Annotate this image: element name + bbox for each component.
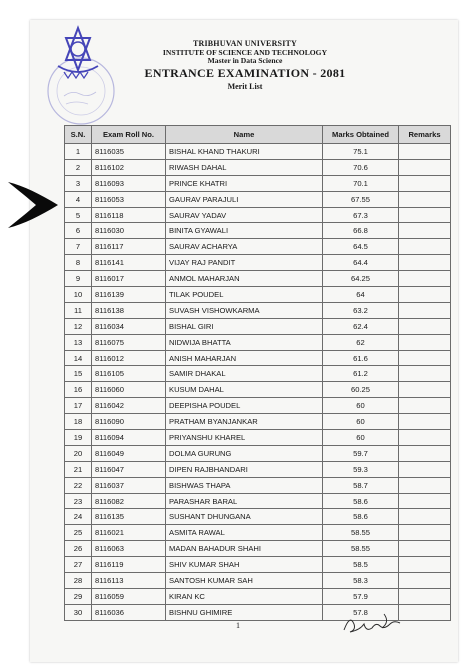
cell-marks: 59.3 — [323, 461, 399, 477]
cell-sn: 7 — [65, 239, 92, 255]
table-row — [65, 144, 451, 160]
cell-remarks — [399, 350, 451, 366]
cell-roll-number: 8116034 — [92, 318, 166, 334]
table-row — [65, 525, 451, 541]
cell-marks: 70.6 — [323, 159, 399, 175]
cell-marks: 60 — [323, 430, 399, 446]
cell-roll-number: 8116053 — [92, 191, 166, 207]
table-row — [65, 509, 451, 525]
cell-roll-number: 8116118 — [92, 207, 166, 223]
table-row — [65, 318, 451, 334]
cell-sn: 15 — [65, 366, 92, 382]
cell-sn: 21 — [65, 461, 92, 477]
cell-name: BISHAL KHAND THAKURI — [166, 144, 323, 160]
cell-remarks — [399, 573, 451, 589]
cell-remarks — [399, 430, 451, 446]
table-row — [65, 287, 451, 303]
cell-remarks — [399, 588, 451, 604]
cell-remarks — [399, 493, 451, 509]
cell-roll-number: 8116059 — [92, 588, 166, 604]
cell-name: BISHWAS THAPA — [166, 477, 323, 493]
cell-marks: 60.25 — [323, 382, 399, 398]
cell-roll-number: 8116047 — [92, 461, 166, 477]
cell-roll-number: 8116135 — [92, 509, 166, 525]
cell-roll-number: 8116063 — [92, 541, 166, 557]
exam-title: ENTRANCE EXAMINATION - 2081 — [144, 66, 346, 81]
cell-sn: 22 — [65, 477, 92, 493]
cell-marks: 62.4 — [323, 318, 399, 334]
cell-sn: 17 — [65, 398, 92, 414]
merit-list-table — [64, 125, 451, 621]
cell-roll-number: 8116119 — [92, 557, 166, 573]
cell-remarks — [399, 445, 451, 461]
cell-marks: 67.3 — [323, 207, 399, 223]
cell-marks: 63.2 — [323, 302, 399, 318]
cell-sn: 9 — [65, 271, 92, 287]
table-row — [65, 588, 451, 604]
cell-name: TILAK POUDEL — [166, 287, 323, 303]
cell-sn: 27 — [65, 557, 92, 573]
cell-name: NIDWIJA BHATTA — [166, 334, 323, 350]
cell-name: MADAN BAHADUR SHAHI — [166, 541, 323, 557]
table-row — [65, 366, 451, 382]
cell-sn: 25 — [65, 525, 92, 541]
cell-name: ANMOL MAHARJAN — [166, 271, 323, 287]
table-row — [65, 175, 451, 191]
cell-sn: 16 — [65, 382, 92, 398]
cell-sn: 3 — [65, 175, 92, 191]
cell-name: BISHAL GIRI — [166, 318, 323, 334]
cell-name: KIRAN KC — [166, 588, 323, 604]
cell-sn: 28 — [65, 573, 92, 589]
cell-marks: 70.1 — [323, 175, 399, 191]
university-name: TRIBHUVAN UNIVERSITY — [192, 39, 298, 48]
cell-sn: 5 — [65, 207, 92, 223]
page-number: 1 — [236, 621, 240, 630]
cell-marks: 62 — [323, 334, 399, 350]
table-row — [65, 207, 451, 223]
table-row — [65, 271, 451, 287]
cell-sn: 6 — [65, 223, 92, 239]
cell-roll-number: 8116141 — [92, 255, 166, 271]
cell-roll-number: 8116094 — [92, 430, 166, 446]
cell-name: VIJAY RAJ PANDIT — [166, 255, 323, 271]
cell-remarks — [399, 223, 451, 239]
cell-remarks — [399, 525, 451, 541]
table-row — [65, 239, 451, 255]
cell-remarks — [399, 255, 451, 271]
cell-marks: 61.2 — [323, 366, 399, 382]
cell-sn: 12 — [65, 318, 92, 334]
cell-roll-number: 8116102 — [92, 159, 166, 175]
tribhuvan-university-logo-icon — [36, 22, 120, 106]
cell-remarks — [399, 382, 451, 398]
cell-name: DEEPISHA POUDEL — [166, 398, 323, 414]
cell-remarks — [399, 159, 451, 175]
table-row — [65, 430, 451, 446]
cell-roll-number: 8116042 — [92, 398, 166, 414]
cell-name: SANTOSH KUMAR SAH — [166, 573, 323, 589]
cell-roll-number: 8116030 — [92, 223, 166, 239]
cell-remarks — [399, 398, 451, 414]
table-row — [65, 477, 451, 493]
table-row — [65, 557, 451, 573]
table-header-row — [65, 126, 451, 144]
cell-remarks — [399, 239, 451, 255]
arrow-right-icon — [4, 176, 64, 234]
cell-sn: 14 — [65, 350, 92, 366]
cell-name: SHIV KUMAR SHAH — [166, 557, 323, 573]
cell-name: ANISH MAHARJAN — [166, 350, 323, 366]
cell-remarks — [399, 334, 451, 350]
cell-marks: 58.55 — [323, 541, 399, 557]
cell-roll-number: 8116017 — [92, 271, 166, 287]
cell-remarks — [399, 175, 451, 191]
cell-remarks — [399, 271, 451, 287]
cell-sn: 18 — [65, 414, 92, 430]
cell-name: ASMITA RAWAL — [166, 525, 323, 541]
cell-roll-number: 8116012 — [92, 350, 166, 366]
cell-marks: 58.6 — [323, 493, 399, 509]
cell-roll-number: 8116037 — [92, 477, 166, 493]
cell-roll-number: 8116060 — [92, 382, 166, 398]
cell-roll-number: 8116113 — [92, 573, 166, 589]
column-header-marks: Marks Obtained — [323, 126, 399, 144]
table-row — [65, 382, 451, 398]
cell-marks: 64.4 — [323, 255, 399, 271]
cell-sn: 1 — [65, 144, 92, 160]
cell-sn: 11 — [65, 302, 92, 318]
cell-roll-number: 8116075 — [92, 334, 166, 350]
cell-roll-number: 8116105 — [92, 366, 166, 382]
cell-remarks — [399, 318, 451, 334]
cell-sn: 10 — [65, 287, 92, 303]
cell-name: DIPEN RAJBHANDARI — [166, 461, 323, 477]
cell-remarks — [399, 302, 451, 318]
cell-name: SUVASH VISHOWKARMA — [166, 302, 323, 318]
institute-name: INSTITUTE OF SCIENCE AND TECHNOLOGY — [162, 47, 328, 57]
table-row — [65, 398, 451, 414]
cell-roll-number: 8116139 — [92, 287, 166, 303]
table-row — [65, 191, 451, 207]
cell-roll-number: 8116138 — [92, 302, 166, 318]
column-header-remarks: Remarks — [399, 126, 451, 144]
cell-name: SAURAV ACHARYA — [166, 239, 323, 255]
cell-roll-number: 8116035 — [92, 144, 166, 160]
cell-sn: 29 — [65, 588, 92, 604]
cell-name: DOLMA GURUNG — [166, 445, 323, 461]
cell-sn: 24 — [65, 509, 92, 525]
cell-sn: 8 — [65, 255, 92, 271]
cell-marks: 64.25 — [323, 271, 399, 287]
cell-sn: 4 — [65, 191, 92, 207]
cell-remarks — [399, 207, 451, 223]
cell-remarks — [399, 557, 451, 573]
cell-roll-number: 8116082 — [92, 493, 166, 509]
cell-marks: 58.5 — [323, 557, 399, 573]
cell-remarks — [399, 144, 451, 160]
cell-remarks — [399, 509, 451, 525]
cell-marks: 58.6 — [323, 509, 399, 525]
cell-marks: 57.9 — [323, 588, 399, 604]
table-row — [65, 255, 451, 271]
table-row — [65, 223, 451, 239]
table-row — [65, 159, 451, 175]
cell-sn: 19 — [65, 430, 92, 446]
cell-remarks — [399, 541, 451, 557]
cell-roll-number: 8116090 — [92, 414, 166, 430]
table-row — [65, 461, 451, 477]
cell-roll-number: 8116049 — [92, 445, 166, 461]
cell-roll-number: 8116021 — [92, 525, 166, 541]
column-header-name: Name — [166, 126, 323, 144]
cell-marks: 67.55 — [323, 191, 399, 207]
cell-marks: 75.1 — [323, 144, 399, 160]
cell-marks: 57.8 — [323, 604, 399, 620]
cell-roll-number: 8116117 — [92, 239, 166, 255]
cell-marks: 61.6 — [323, 350, 399, 366]
cell-marks: 66.8 — [323, 223, 399, 239]
cell-sn: 23 — [65, 493, 92, 509]
table-row — [65, 445, 451, 461]
cell-name: RIWASH DAHAL — [166, 159, 323, 175]
table-row — [65, 493, 451, 509]
cell-remarks — [399, 477, 451, 493]
cell-roll-number: 8116093 — [92, 175, 166, 191]
cell-name: PRINCE KHATRI — [166, 175, 323, 191]
table-row — [65, 350, 451, 366]
cell-name: PRATHAM BYANJANKAR — [166, 414, 323, 430]
column-header-sn: S.N. — [65, 126, 92, 144]
table-row — [65, 334, 451, 350]
cell-marks: 60 — [323, 398, 399, 414]
cell-marks: 58.3 — [323, 573, 399, 589]
cell-sn: 26 — [65, 541, 92, 557]
cell-name: BINITA GYAWALI — [166, 223, 323, 239]
cell-marks: 58.7 — [323, 477, 399, 493]
cell-sn: 2 — [65, 159, 92, 175]
cell-roll-number: 8116036 — [92, 604, 166, 620]
cell-name: PARASHAR BARAL — [166, 493, 323, 509]
document-header — [120, 40, 370, 91]
table-row — [65, 541, 451, 557]
table-row — [65, 573, 451, 589]
cell-remarks — [399, 366, 451, 382]
cell-sn: 20 — [65, 445, 92, 461]
merit-list-body — [65, 144, 451, 621]
cell-marks: 64.5 — [323, 239, 399, 255]
cell-marks: 64 — [323, 287, 399, 303]
cell-name: GAURAV PARAJULI — [166, 191, 323, 207]
cell-name: BISHNU GHIMIRE — [166, 604, 323, 620]
cell-name: SAURAV YADAV — [166, 207, 323, 223]
cell-name: SUSHANT DHUNGANA — [166, 509, 323, 525]
table-row — [65, 414, 451, 430]
handwritten-signature-icon — [340, 610, 410, 636]
program-name: Master in Data Science — [207, 56, 283, 66]
cell-remarks — [399, 414, 451, 430]
cell-name: PRIYANSHU KHAREL — [166, 430, 323, 446]
cell-remarks — [399, 191, 451, 207]
cell-name: SAMIR DHAKAL — [166, 366, 323, 382]
table-row — [65, 302, 451, 318]
column-header-roll: Exam Roll No. — [92, 126, 166, 144]
cell-marks: 59.7 — [323, 445, 399, 461]
cell-marks: 60 — [323, 414, 399, 430]
cell-name: KUSUM DAHAL — [166, 382, 323, 398]
cell-sn: 30 — [65, 604, 92, 620]
cell-remarks — [399, 461, 451, 477]
cell-marks: 58.55 — [323, 525, 399, 541]
cell-sn: 13 — [65, 334, 92, 350]
list-title: Merit List — [227, 81, 263, 91]
cell-remarks — [399, 287, 451, 303]
